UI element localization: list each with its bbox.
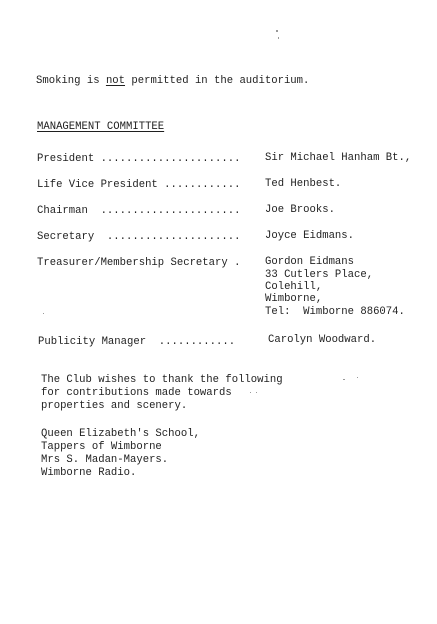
role-chairman [37,205,240,217]
role-treasurer [37,257,240,269]
committee-heading: MANAGEMENT COMMITTEE [37,121,165,133]
dot-leader: ..................... [94,231,241,243]
thanks-line: The Club wishes to thank the following [41,374,283,386]
dot-leader: ...................... [94,153,241,165]
role-president [37,153,240,165]
thanks-line: for contributions made towards [41,387,232,399]
name-treasurer: Gordon Eidmans [265,256,355,268]
scan-speck [278,37,279,39]
name-chairman: Joe Brooks. [265,204,335,216]
notice-text-after: permitted in the auditorium. [125,75,310,87]
notice-text-before: Smoking is [36,75,106,87]
address-line: 33 Cutlers Place, [265,269,374,281]
scan-speck [276,30,278,32]
role-label: Publicity Manager [38,336,147,348]
smoking-notice [36,75,309,87]
name-life-vice-president: Ted Henbest. [265,178,342,190]
role-secretary [37,231,240,243]
role-label: Treasurer/Membership Secretary [37,257,228,269]
role-publicity-manager [38,336,235,348]
dot-leader: ...................... [87,205,241,217]
contributor-item: Tappers of Wimborne [41,441,162,453]
address-line: Wimborne, [265,293,323,305]
scan-speck [250,392,251,393]
address-line: Colehill, [265,281,323,293]
scan-speck [43,313,44,314]
dot-leader: . [227,257,241,269]
contributor-item: Wimborne Radio. [41,467,137,479]
role-label: Life Vice President [37,179,158,191]
scan-speck [357,377,358,378]
contributor-item: Queen Elizabeth's School, [41,428,200,440]
role-life-vice-president [37,179,240,191]
telephone-line: Tel: Wimborne 886074. [265,306,405,318]
contributor-item: Mrs S. Madan-Mayers. [41,454,169,466]
thanks-line: properties and scenery. [41,400,188,412]
name-president: Sir Michael Hanham Bt., [265,152,412,164]
role-label: Secretary [37,231,95,243]
role-label: President [37,153,95,165]
dot-leader: ............ [146,336,236,348]
dot-leader: ............ [157,179,241,191]
scan-speck [256,392,257,393]
scan-speck [343,379,345,380]
name-publicity-manager: Carolyn Woodward. [268,334,377,346]
notice-emphasis: not [105,75,126,87]
name-secretary: Joyce Eidmans. [265,230,355,242]
role-label: Chairman [37,205,88,217]
